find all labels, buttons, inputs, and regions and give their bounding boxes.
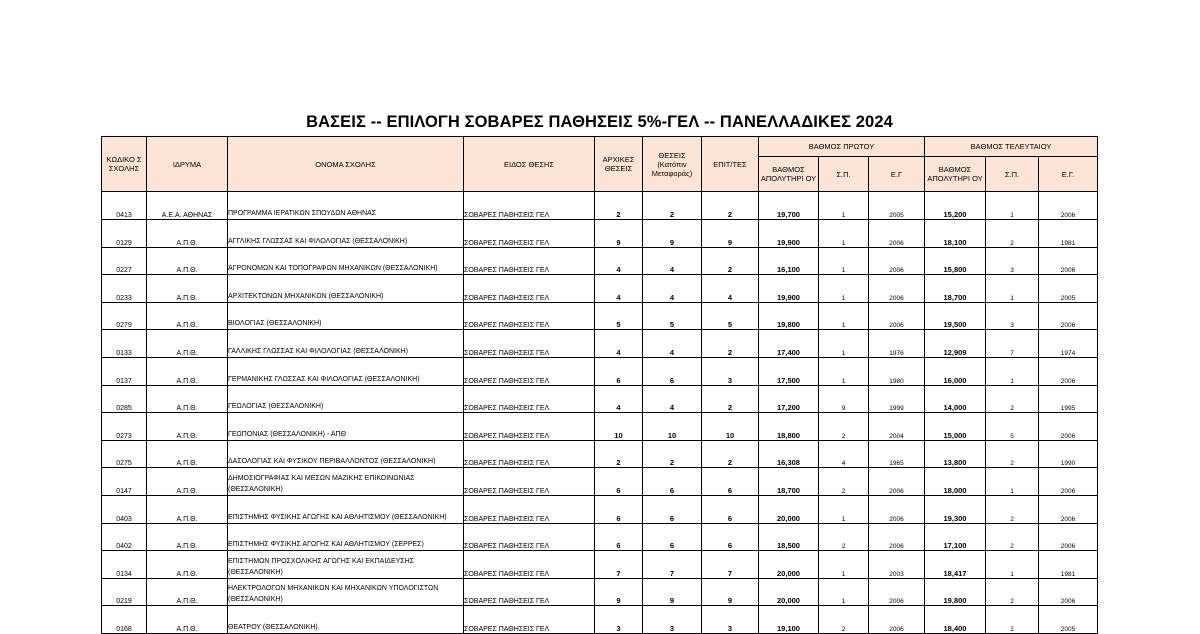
cell-first-sp: 2 <box>819 413 869 441</box>
cell-position-type: ΣΟΒΑΡΕΣ ΠΑΘΗΣΕΙΣ ΓΕΛ <box>464 440 595 468</box>
table-row <box>102 606 1098 634</box>
cell-code: 0285 <box>102 385 147 413</box>
cell-admitted: 5 <box>702 302 759 330</box>
header-initial-positions: ΑΡΧΙΚΕΣ ΘΕΣΕΙΣ <box>595 137 643 192</box>
cell-last-eg: 1990 <box>1039 440 1098 468</box>
cell-school-name: ΑΡΧΙΤΕΚΤΟΝΩΝ ΜΗΧΑΝΙΚΩΝ (ΘΕΣΣΑΛΟΝΙΚΗ) <box>228 275 464 303</box>
cell-code: 0129 <box>102 220 147 248</box>
header-first-grade: ΒΑΘΜΟΣ ΑΠΟΛΥΤΗΡΙ ΟΥ <box>759 157 819 192</box>
cell-first-eg: 2006 <box>869 578 925 606</box>
cell-first-grade: 20,000 <box>759 551 819 579</box>
cell-last-sp: 2 <box>986 495 1039 523</box>
cell-position-type: ΣΟΒΑΡΕΣ ΠΑΘΗΣΕΙΣ ΓΕΛ <box>464 247 595 275</box>
cell-initial: 3 <box>595 606 643 634</box>
cell-position-type: ΣΟΒΑΡΕΣ ΠΑΘΗΣΕΙΣ ΓΕΛ <box>464 468 595 496</box>
header-institution: ΙΔΡΥΜΑ <box>147 137 228 192</box>
cell-first-eg: 2006 <box>869 495 925 523</box>
cell-school-name: ΓΑΛΛΙΚΗΣ ΓΛΩΣΣΑΣ ΚΑΙ ΦΙΛΟΛΟΓΙΑΣ (ΘΕΣΣΑΛΟΝΙΚΗ) <box>228 330 464 358</box>
cell-initial: 4 <box>595 330 643 358</box>
cell-last-sp: 3 <box>986 302 1039 330</box>
cell-school-name: ΑΓΡΟΝΟΜΩΝ ΚΑΙ ΤΟΠΟΓΡΑΦΩΝ ΜΗΧΑΝΙΚΩΝ (ΘΕΣΣΑΛΟΝΙΚΗ) <box>228 247 464 275</box>
cell-first-sp: 2 <box>819 606 869 634</box>
table-row <box>102 440 1098 468</box>
cell-after-transfer: 4 <box>643 247 702 275</box>
table-row <box>102 275 1098 303</box>
table-body <box>102 192 1098 634</box>
cell-after-transfer: 4 <box>643 275 702 303</box>
cell-admitted: 2 <box>702 440 759 468</box>
cell-last-grade: 15,200 <box>925 192 986 220</box>
cell-code: 0227 <box>102 247 147 275</box>
cell-initial: 2 <box>595 440 643 468</box>
cell-school-name: ΓΕΡΜΑΝΙΚΗΣ ΓΛΩΣΣΑΣ ΚΑΙ ΦΙΛΟΛΟΓΙΑΣ (ΘΕΣΣΑΛΟΝΙΚΗ) <box>228 357 464 385</box>
cell-initial: 6 <box>595 523 643 551</box>
table-row <box>102 302 1098 330</box>
cell-institution: Α.Π.Θ. <box>147 606 228 634</box>
table-row <box>102 330 1098 358</box>
cell-last-grade: 18,417 <box>925 551 986 579</box>
cell-code: 0273 <box>102 413 147 441</box>
cell-position-type: ΣΟΒΑΡΕΣ ΠΑΘΗΣΕΙΣ ΓΕΛ <box>464 606 595 634</box>
cell-first-eg: 2003 <box>869 551 925 579</box>
header-first-grade-group: ΒΑΘΜΟΣ ΠΡΩΤΟΥ <box>759 137 925 157</box>
cell-last-eg: 1981 <box>1039 220 1098 248</box>
header-positions-after-transfer: ΘΕΣΕΙΣ (Κατόπιν Μεταφοράς) <box>643 137 702 192</box>
cell-first-grade: 19,800 <box>759 302 819 330</box>
cell-last-grade: 12,909 <box>925 330 986 358</box>
cell-last-eg: 2006 <box>1039 523 1098 551</box>
cell-admitted: 6 <box>702 523 759 551</box>
cell-last-grade: 17,100 <box>925 523 986 551</box>
cell-last-sp: 5 <box>986 413 1039 441</box>
cell-institution: Α.Π.Θ. <box>147 357 228 385</box>
cell-admitted: 2 <box>702 385 759 413</box>
cell-admitted: 2 <box>702 192 759 220</box>
cell-first-sp: 1 <box>819 551 869 579</box>
cell-after-transfer: 3 <box>643 606 702 634</box>
table-row <box>102 523 1098 551</box>
cell-first-eg: 1965 <box>869 440 925 468</box>
cell-last-eg: 2005 <box>1039 275 1098 303</box>
cell-institution: Α.Π.Θ. <box>147 578 228 606</box>
cell-position-type: ΣΟΒΑΡΕΣ ΠΑΘΗΣΕΙΣ ΓΕΛ <box>464 551 595 579</box>
cell-initial: 6 <box>595 468 643 496</box>
cell-after-transfer: 7 <box>643 551 702 579</box>
header-last-eg: Ε.Γ. <box>1039 157 1098 192</box>
sheet-title: ΒΑΣΕΙΣ -- ΕΠΙΛΟΓΗ ΣΟΒΑΡΕΣ ΠΑΘΗΣΕΙΣ 5%-ΓΕΛ -- ΠΑΝΕΛΛΑΔΙΚΕΣ 2024 <box>306 112 893 131</box>
results-table <box>101 136 1098 634</box>
cell-code: 0279 <box>102 302 147 330</box>
cell-code: 0134 <box>102 551 147 579</box>
table-row <box>102 247 1098 275</box>
cell-last-sp: 2 <box>986 606 1039 634</box>
cell-school-name: ΓΕΩΠΟΝΙΑΣ (ΘΕΣΣΑΛΟΝΙΚΗ) - ΑΠΘ <box>228 413 464 441</box>
header-school-name: ΟΝΟΜΑ ΣΧΟΛΗΣ <box>228 137 464 192</box>
cell-position-type: ΣΟΒΑΡΕΣ ΠΑΘΗΣΕΙΣ ΓΕΛ <box>464 385 595 413</box>
cell-code: 0147 <box>102 468 147 496</box>
cell-first-grade: 18,500 <box>759 523 819 551</box>
cell-first-grade: 20,000 <box>759 578 819 606</box>
header-last-grade-group: ΒΑΘΜΟΣ ΤΕΛΕΥΤΑΙΟΥ <box>925 137 1098 157</box>
cell-last-eg: 2006 <box>1039 413 1098 441</box>
cell-admitted: 9 <box>702 220 759 248</box>
cell-after-transfer: 6 <box>643 357 702 385</box>
cell-last-sp: 1 <box>986 551 1039 579</box>
cell-code: 0233 <box>102 275 147 303</box>
cell-position-type: ΣΟΒΑΡΕΣ ΠΑΘΗΣΕΙΣ ΓΕΛ <box>464 523 595 551</box>
cell-position-type: ΣΟΒΑΡΕΣ ΠΑΘΗΣΕΙΣ ΓΕΛ <box>464 495 595 523</box>
cell-first-sp: 4 <box>819 440 869 468</box>
cell-first-grade: 19,900 <box>759 220 819 248</box>
cell-first-eg: 1999 <box>869 385 925 413</box>
cell-after-transfer: 6 <box>643 523 702 551</box>
cell-first-eg: 2005 <box>869 192 925 220</box>
cell-admitted: 2 <box>702 247 759 275</box>
cell-first-eg: 1980 <box>869 357 925 385</box>
cell-first-sp: 1 <box>819 302 869 330</box>
cell-last-eg: 2006 <box>1039 302 1098 330</box>
cell-code: 0402 <box>102 523 147 551</box>
cell-last-sp: 2 <box>986 440 1039 468</box>
cell-first-eg: 1976 <box>869 330 925 358</box>
cell-school-name: ΒΙΟΛΟΓΙΑΣ (ΘΕΣΣΑΛΟΝΙΚΗ) <box>228 302 464 330</box>
cell-last-grade: 19,300 <box>925 495 986 523</box>
cell-last-grade: 14,000 <box>925 385 986 413</box>
cell-code: 0137 <box>102 357 147 385</box>
cell-initial: 5 <box>595 302 643 330</box>
cell-last-eg: 2006 <box>1039 495 1098 523</box>
cell-after-transfer: 9 <box>643 578 702 606</box>
cell-code: 0133 <box>102 330 147 358</box>
cell-position-type: ΣΟΒΑΡΕΣ ΠΑΘΗΣΕΙΣ ΓΕΛ <box>464 192 595 220</box>
cell-code: 0403 <box>102 495 147 523</box>
cell-admitted: 10 <box>702 413 759 441</box>
cell-position-type: ΣΟΒΑΡΕΣ ΠΑΘΗΣΕΙΣ ΓΕΛ <box>464 330 595 358</box>
table-row <box>102 578 1098 606</box>
cell-code: 0219 <box>102 578 147 606</box>
cell-first-sp: 1 <box>819 578 869 606</box>
cell-institution: Α.Π.Θ. <box>147 440 228 468</box>
cell-admitted: 3 <box>702 357 759 385</box>
cell-after-transfer: 5 <box>643 302 702 330</box>
cell-last-sp: 2 <box>986 220 1039 248</box>
cell-last-grade: 15,000 <box>925 413 986 441</box>
cell-initial: 6 <box>595 495 643 523</box>
cell-after-transfer: 2 <box>643 192 702 220</box>
cell-first-grade: 17,200 <box>759 385 819 413</box>
cell-last-grade: 18,700 <box>925 275 986 303</box>
header-first-eg: Ε.Γ <box>869 157 925 192</box>
cell-first-sp: 1 <box>819 275 869 303</box>
cell-last-grade: 18,000 <box>925 468 986 496</box>
cell-school-name: ΘΕΑΤΡΟΥ (ΘΕΣΣΑΛΟΝΙΚΗ) <box>228 606 464 634</box>
cell-first-eg: 2004 <box>869 413 925 441</box>
cell-position-type: ΣΟΒΑΡΕΣ ΠΑΘΗΣΕΙΣ ΓΕΛ <box>464 275 595 303</box>
cell-last-eg: 2006 <box>1039 192 1098 220</box>
cell-institution: Α.Π.Θ. <box>147 220 228 248</box>
cell-school-name: ΕΠΙΣΤΗΜΗΣ ΦΥΣΙΚΗΣ ΑΓΩΓΗΣ ΚΑΙ ΑΘΛΗΤΙΣΜΟΥ (ΘΕΣΣΑΛΟΝΙΚΗ) <box>228 495 464 523</box>
cell-last-grade: 19,500 <box>925 302 986 330</box>
cell-institution: Α.Ε.Α. ΑΘΗΝΑΣ <box>147 192 228 220</box>
cell-code: 0275 <box>102 440 147 468</box>
cell-first-sp: 2 <box>819 468 869 496</box>
cell-institution: Α.Π.Θ. <box>147 551 228 579</box>
cell-first-eg: 2006 <box>869 247 925 275</box>
cell-code: 0168 <box>102 606 147 634</box>
table-row <box>102 468 1098 496</box>
cell-institution: Α.Π.Θ. <box>147 385 228 413</box>
cell-admitted: 3 <box>702 606 759 634</box>
cell-first-eg: 2006 <box>869 606 925 634</box>
cell-first-eg: 2006 <box>869 302 925 330</box>
cell-position-type: ΣΟΒΑΡΕΣ ΠΑΘΗΣΕΙΣ ΓΕΛ <box>464 413 595 441</box>
cell-first-eg: 2006 <box>869 275 925 303</box>
cell-last-sp: 1 <box>986 468 1039 496</box>
cell-last-sp: 3 <box>986 247 1039 275</box>
cell-after-transfer: 10 <box>643 413 702 441</box>
cell-initial: 4 <box>595 275 643 303</box>
cell-position-type: ΣΟΒΑΡΕΣ ΠΑΘΗΣΕΙΣ ΓΕΛ <box>464 578 595 606</box>
header-first-sp: Σ.Π. <box>819 157 869 192</box>
cell-initial: 4 <box>595 385 643 413</box>
cell-initial: 6 <box>595 357 643 385</box>
cell-first-grade: 19,100 <box>759 606 819 634</box>
cell-institution: Α.Π.Θ. <box>147 247 228 275</box>
cell-last-grade: 18,400 <box>925 606 986 634</box>
table-row <box>102 357 1098 385</box>
cell-first-sp: 1 <box>819 330 869 358</box>
cell-initial: 7 <box>595 551 643 579</box>
table-row <box>102 385 1098 413</box>
cell-institution: Α.Π.Θ. <box>147 468 228 496</box>
cell-first-grade: 18,800 <box>759 413 819 441</box>
cell-admitted: 4 <box>702 275 759 303</box>
cell-institution: Α.Π.Θ. <box>147 330 228 358</box>
cell-school-name: ΓΕΩΛΟΓΙΑΣ (ΘΕΣΣΑΛΟΝΙΚΗ) <box>228 385 464 413</box>
cell-last-sp: 1 <box>986 357 1039 385</box>
cell-first-grade: 16,100 <box>759 247 819 275</box>
cell-first-grade: 17,500 <box>759 357 819 385</box>
cell-school-name: ΕΠΙΣΤΗΜΗΣ ΦΥΣΙΚΗΣ ΑΓΩΓΗΣ ΚΑΙ ΑΘΛΗΤΙΣΜΟΥ (ΣΕΡΡΕΣ) <box>228 523 464 551</box>
table-row <box>102 551 1098 579</box>
cell-code: 0413 <box>102 192 147 220</box>
cell-last-eg: 1981 <box>1039 551 1098 579</box>
cell-first-grade: 16,308 <box>759 440 819 468</box>
cell-first-grade: 18,700 <box>759 468 819 496</box>
cell-last-eg: 1974 <box>1039 330 1098 358</box>
cell-initial: 9 <box>595 578 643 606</box>
cell-last-eg: 2006 <box>1039 468 1098 496</box>
cell-last-sp: 1 <box>986 275 1039 303</box>
cell-last-eg: 2005 <box>1039 606 1098 634</box>
cell-institution: Α.Π.Θ. <box>147 523 228 551</box>
cell-school-name: ΠΡΟΓΡΑΜΜΑ ΙΕΡΑΤΙΚΩΝ ΣΠΟΥΔΩΝ ΑΘΗΝΑΣ <box>228 192 464 220</box>
table-row <box>102 220 1098 248</box>
cell-position-type: ΣΟΒΑΡΕΣ ΠΑΘΗΣΕΙΣ ΓΕΛ <box>464 302 595 330</box>
cell-position-type: ΣΟΒΑΡΕΣ ΠΑΘΗΣΕΙΣ ΓΕΛ <box>464 357 595 385</box>
cell-first-sp: 1 <box>819 247 869 275</box>
cell-admitted: 6 <box>702 495 759 523</box>
cell-admitted: 6 <box>702 468 759 496</box>
cell-last-sp: 2 <box>986 385 1039 413</box>
cell-first-eg: 2006 <box>869 523 925 551</box>
cell-after-transfer: 4 <box>643 330 702 358</box>
cell-school-name: ΔΗΜΟΣΙΟΓΡΑΦΙΑΣ ΚΑΙ ΜΕΣΩΝ ΜΑΖΙΚΗΣ ΕΠΙΚΟΙΝΩΝΙΑΣ (ΘΕΣΣΑΛΟΝΙΚΗ) <box>228 468 464 496</box>
header-admitted: ΕΠΙΤ/ΤΕΣ <box>702 137 759 192</box>
cell-position-type: ΣΟΒΑΡΕΣ ΠΑΘΗΣΕΙΣ ΓΕΛ <box>464 220 595 248</box>
cell-first-eg: 2006 <box>869 220 925 248</box>
cell-first-grade: 17,400 <box>759 330 819 358</box>
cell-after-transfer: 4 <box>643 385 702 413</box>
cell-after-transfer: 6 <box>643 495 702 523</box>
cell-admitted: 7 <box>702 551 759 579</box>
table-row <box>102 192 1098 220</box>
cell-last-grade: 19,800 <box>925 578 986 606</box>
cell-initial: 9 <box>595 220 643 248</box>
cell-school-name: ΕΠΙΣΤΗΜΩΝ ΠΡΟΣΧΟΛΙΚΗΣ ΑΓΩΓΗΣ ΚΑΙ ΕΚΠΑΙΔΕΥΣΗΣ (ΘΕΣΣΑΛΟΝΙΚΗ) <box>228 551 464 579</box>
cell-institution: Α.Π.Θ. <box>147 495 228 523</box>
cell-after-transfer: 9 <box>643 220 702 248</box>
cell-first-grade: 19,900 <box>759 275 819 303</box>
cell-last-eg: 2006 <box>1039 357 1098 385</box>
cell-first-sp: 2 <box>819 523 869 551</box>
cell-institution: Α.Π.Θ. <box>147 413 228 441</box>
cell-after-transfer: 2 <box>643 440 702 468</box>
cell-initial: 2 <box>595 192 643 220</box>
cell-last-eg: 2006 <box>1039 247 1098 275</box>
header-last-grade: ΒΑΘΜΟΣ ΑΠΟΛΥΤΗΡΙ ΟΥ <box>925 157 986 192</box>
cell-initial: 10 <box>595 413 643 441</box>
cell-institution: Α.Π.Θ. <box>147 275 228 303</box>
cell-first-grade: 20,000 <box>759 495 819 523</box>
cell-institution: Α.Π.Θ. <box>147 302 228 330</box>
cell-school-name: ΔΑΣΟΛΟΓΙΑΣ ΚΑΙ ΦΥΣΙΚΟΥ ΠΕΡΙΒΑΛΛΟΝΤΟΣ (ΘΕΣΣΑΛΟΝΙΚΗ) <box>228 440 464 468</box>
table-row <box>102 495 1098 523</box>
cell-after-transfer: 6 <box>643 468 702 496</box>
cell-last-grade: 15,800 <box>925 247 986 275</box>
header-position-type: ΕΙΔΟΣ ΘΕΣΗΣ <box>464 137 595 192</box>
cell-admitted: 2 <box>702 330 759 358</box>
header-last-sp: Σ.Π. <box>986 157 1039 192</box>
cell-school-name: ΗΛΕΚΤΡΟΛΟΓΩΝ ΜΗΧΑΝΙΚΩΝ ΚΑΙ ΜΗΧΑΝΙΚΩΝ ΥΠΟΛΟΓΙΣΤΩΝ (ΘΕΣΣΑΛΟΝΙΚΗ) <box>228 578 464 606</box>
cell-last-eg: 2006 <box>1039 578 1098 606</box>
cell-first-sp: 1 <box>819 220 869 248</box>
cell-last-sp: 1 <box>986 192 1039 220</box>
table-row <box>102 413 1098 441</box>
cell-admitted: 9 <box>702 578 759 606</box>
header-code: ΚΩΔΙΚΟ Σ ΣΧΟΛΗΣ <box>102 137 147 192</box>
cell-last-grade: 13,800 <box>925 440 986 468</box>
cell-first-sp: 1 <box>819 357 869 385</box>
cell-last-grade: 16,000 <box>925 357 986 385</box>
cell-last-eg: 1995 <box>1039 385 1098 413</box>
cell-last-sp: 2 <box>986 523 1039 551</box>
cell-last-grade: 18,100 <box>925 220 986 248</box>
cell-first-grade: 19,700 <box>759 192 819 220</box>
cell-school-name: ΑΓΓΛΙΚΗΣ ΓΛΩΣΣΑΣ ΚΑΙ ΦΙΛΟΛΟΓΙΑΣ (ΘΕΣΣΑΛΟΝΙΚΗ) <box>228 220 464 248</box>
cell-first-eg: 2006 <box>869 468 925 496</box>
cell-last-sp: 7 <box>986 330 1039 358</box>
cell-last-sp: 2 <box>986 578 1039 606</box>
cell-initial: 4 <box>595 247 643 275</box>
cell-first-sp: 1 <box>819 495 869 523</box>
cell-first-sp: 1 <box>819 192 869 220</box>
cell-first-sp: 9 <box>819 385 869 413</box>
